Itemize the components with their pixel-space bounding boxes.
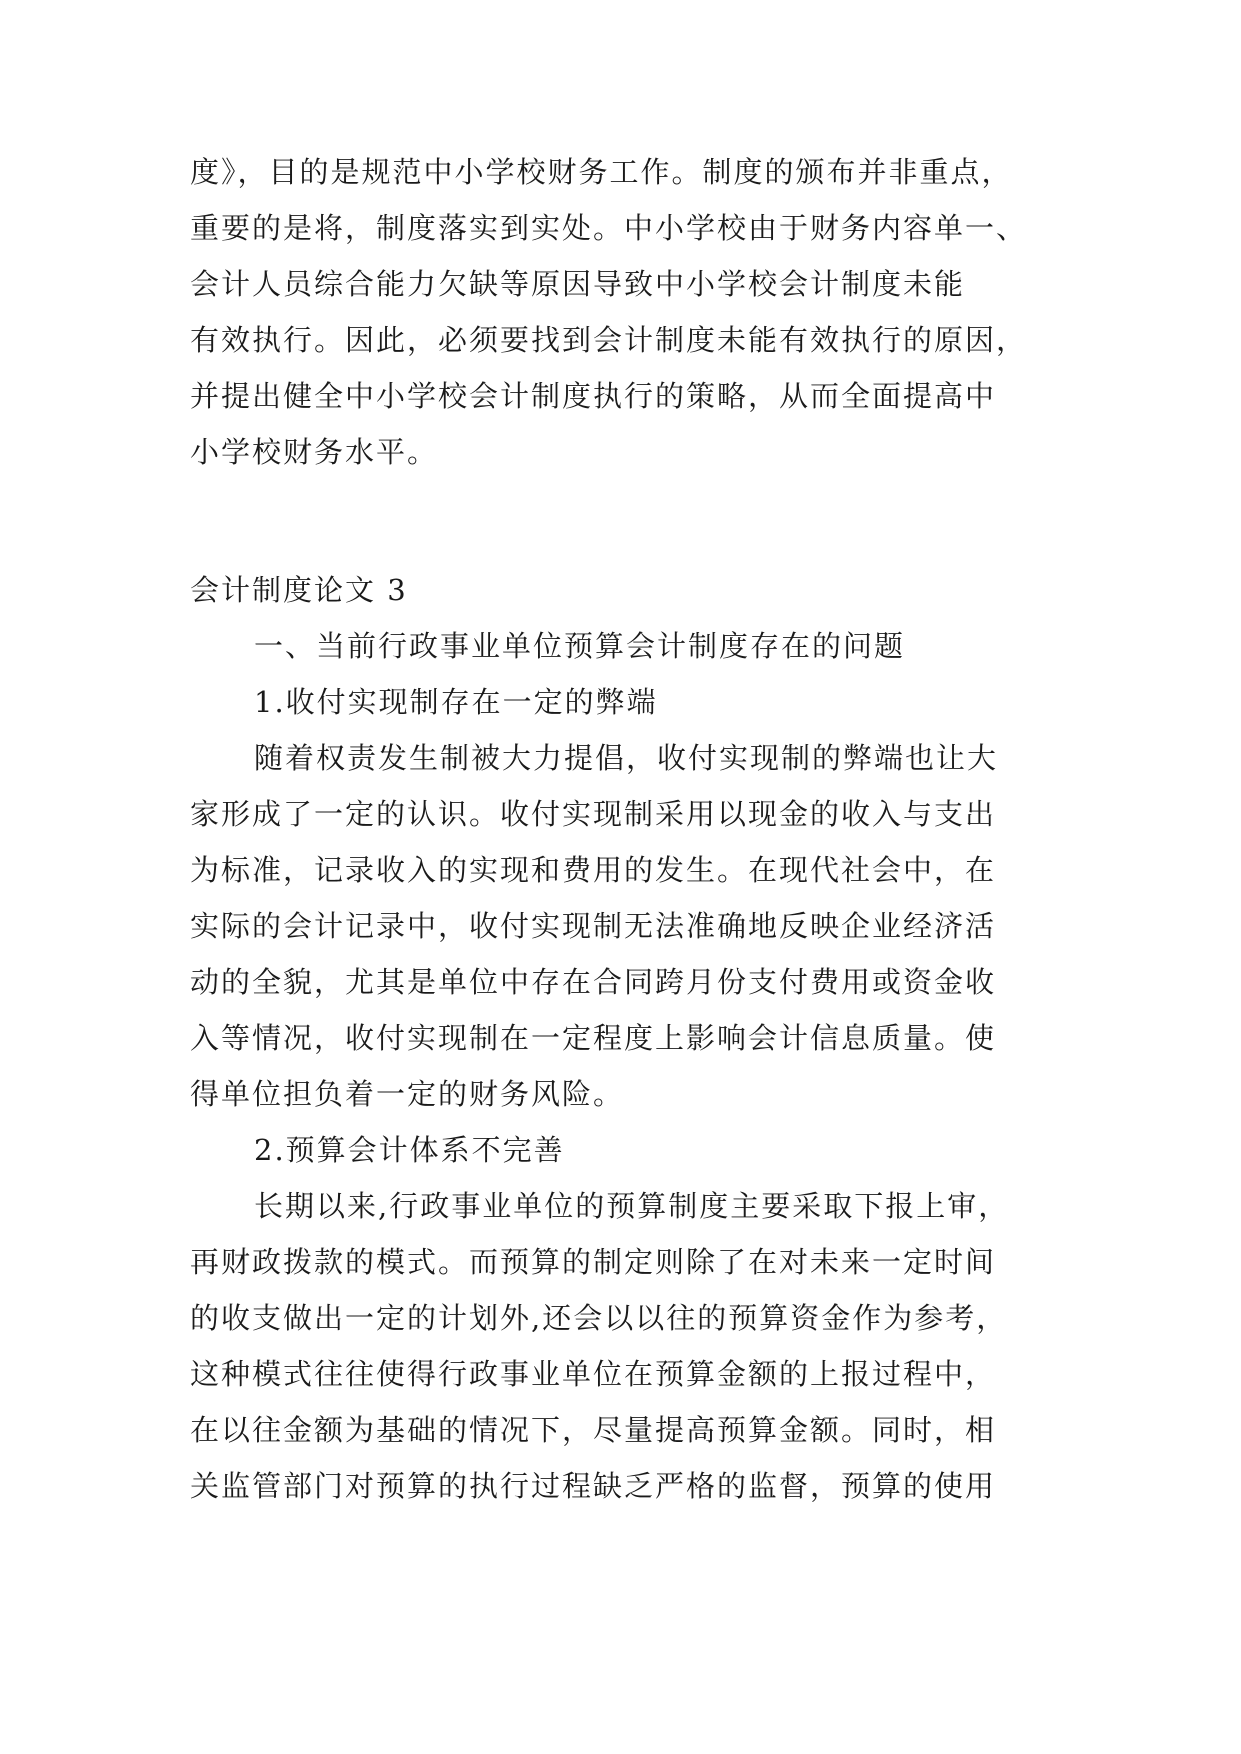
subheading: 1.收付实现制存在一定的弊端 — [254, 685, 658, 719]
body-text-line: 在以往金额为基础的情况下，尽量提高预算金额。同时，相 — [190, 1413, 997, 1447]
body-text-line: 实际的会计记录中，收付实现制无法准确地反映企业经济活 — [190, 909, 997, 943]
body-text-line: 会计人员综合能力欠缺等原因导致中小学校会计制度未能 — [190, 267, 966, 301]
body-text-line: 度》，目的是规范中小学校财务工作。制度的颁布并非重点， — [190, 155, 1013, 189]
body-text-line: 有效执行。因此，必须要找到会计制度未能有效执行的原因， — [190, 323, 1028, 357]
body-text-line: 随着权责发生制被大力提倡，收付实现制的弊端也让大 — [254, 741, 999, 775]
subheading: 2.预算会计体系不完善 — [254, 1133, 565, 1167]
body-text-line: 的收支做出一定的计划外,还会以以往的预算资金作为参考， — [190, 1301, 1008, 1335]
body-text-line: 重要的是将，制度落实到实处。中小学校由于财务内容单一、 — [190, 211, 1028, 245]
body-text-line: 长期以来,行政事业单位的预算制度主要采取下报上审， — [254, 1189, 1010, 1223]
body-text-line: 家形成了一定的认识。收付实现制采用以现金的收入与支出 — [190, 797, 997, 831]
heading: 一、当前行政事业单位预算会计制度存在的问题 — [254, 629, 906, 663]
body-text-line: 动的全貌，尤其是单位中存在合同跨月份支付费用或资金收 — [190, 965, 997, 999]
body-text-line: 这种模式往往使得行政事业单位在预算金额的上报过程中， — [190, 1357, 997, 1391]
body-text-line: 并提出健全中小学校会计制度执行的策略，从而全面提高中 — [190, 379, 997, 413]
body-text-line: 为标准，记录收入的实现和费用的发生。在现代社会中，在 — [190, 853, 997, 887]
body-text-line: 小学校财务水平。 — [190, 435, 439, 469]
body-text-line: 得单位担负着一定的财务风险。 — [190, 1077, 625, 1111]
body-text-line: 关监管部门对预算的执行过程缺乏严格的监督，预算的使用 — [190, 1469, 997, 1503]
section-title: 会计制度论文 3 — [190, 573, 408, 607]
body-text-line: 再财政拨款的模式。而预算的制定则除了在对未来一定时间 — [190, 1245, 997, 1279]
body-text-line: 入等情况，收付实现制在一定程度上影响会计信息质量。使 — [190, 1021, 997, 1055]
